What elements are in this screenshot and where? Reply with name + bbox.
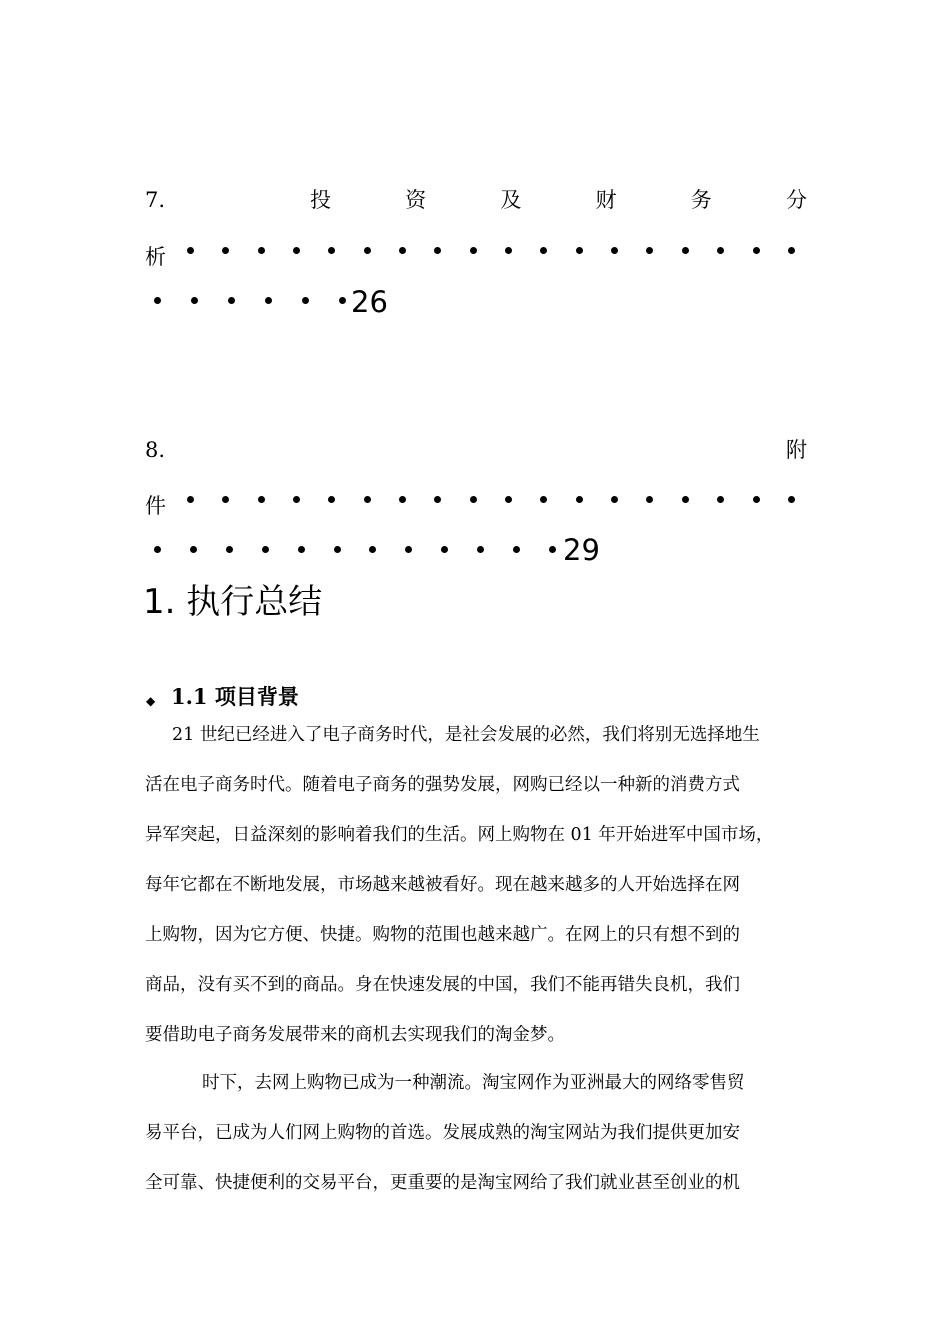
leader-dot	[339, 297, 346, 304]
toc-leader-dots	[187, 240, 795, 260]
section-bullet	[146, 690, 155, 709]
leader-dot	[788, 247, 795, 254]
leader-dot	[611, 496, 618, 503]
leader-dot	[262, 546, 269, 553]
leader-dot	[441, 546, 448, 553]
toc-leader-dots	[154, 539, 556, 559]
leader-dot	[190, 546, 197, 553]
leader-dot	[682, 247, 689, 254]
leader-dot	[226, 546, 233, 553]
toc-leader-dots	[187, 489, 795, 509]
leader-dot	[513, 546, 520, 553]
leader-dot	[505, 247, 512, 254]
leader-dot	[753, 247, 760, 254]
section-heading: 1.1 项目背景	[171, 684, 299, 709]
leader-dot	[364, 496, 371, 503]
leader-dot	[399, 247, 406, 254]
toc-entry-number: 7.	[145, 188, 166, 212]
leader-dot	[682, 496, 689, 503]
toc-entry-title-wrap: 件	[145, 494, 166, 518]
leader-dot	[540, 247, 547, 254]
leader-dot	[434, 496, 441, 503]
leader-dot	[258, 496, 265, 503]
toc-leader-dots	[154, 290, 346, 310]
toc-entry-7-title-row	[145, 188, 807, 212]
leader-dot	[334, 546, 341, 553]
toc-entry-number: 8.	[145, 438, 166, 462]
leader-dot	[298, 546, 305, 553]
paragraph-line: 要借助电子商务发展带来的商机去实现我们的淘金梦。	[145, 1025, 565, 1045]
leader-dot	[364, 247, 371, 254]
leader-dot	[611, 247, 618, 254]
paragraph-line: 每年它都在不断地发展，市场越来越被看好。现在越来越多的人开始选择在网	[145, 875, 740, 895]
leader-dot	[302, 297, 309, 304]
leader-dot	[191, 297, 198, 304]
leader-dot	[328, 496, 335, 503]
leader-dot	[187, 496, 194, 503]
leader-dot	[293, 496, 300, 503]
leader-dot	[228, 297, 235, 304]
leader-dot	[265, 297, 272, 304]
paragraph-line: 全可靠、快捷便利的交易平台，更重要的是淘宝网给了我们就业甚至创业的机	[145, 1173, 740, 1193]
paragraph-line: 易平台，已成为人们网上购物的首选。发展成熟的淘宝网站为我们提供更加安	[145, 1123, 740, 1143]
leader-dot	[477, 546, 484, 553]
leader-dot	[293, 247, 300, 254]
paragraph-line: 时下，去网上购物已成为一种潮流。淘宝网作为亚洲最大的网络零售贸	[202, 1073, 745, 1093]
diamond-bullet-icon: ◆	[146, 694, 156, 708]
leader-dot	[434, 247, 441, 254]
leader-dot	[753, 496, 760, 503]
leader-dot	[646, 496, 653, 503]
leader-dot	[788, 496, 795, 503]
paragraph-line: 异军突起，日益深刻的影响着我们的生活。网上购物在 01 年开始进军中国市场，	[145, 825, 774, 845]
leader-dot	[405, 546, 412, 553]
leader-dot	[154, 297, 161, 304]
leader-dot	[549, 546, 556, 553]
toc-entry-title: 附	[786, 438, 807, 462]
leader-dot	[154, 546, 161, 553]
toc-entry-title-wrap: 析	[145, 245, 166, 269]
leader-dot	[399, 496, 406, 503]
toc-entry-title: 投 资 及 财 务 分	[310, 188, 807, 212]
leader-dot	[258, 247, 265, 254]
leader-dot	[576, 247, 583, 254]
toc-entry-8-title-row	[145, 438, 807, 462]
leader-dot	[187, 247, 194, 254]
leader-dot	[540, 496, 547, 503]
paragraph-line: 上购物，因为它方便、快捷。购物的范围也越来越广。在网上的只有想不到的	[145, 925, 740, 945]
leader-dot	[369, 546, 376, 553]
leader-dot	[717, 247, 724, 254]
leader-dot	[470, 247, 477, 254]
leader-dot	[717, 496, 724, 503]
chapter-heading: 1. 执行总结	[143, 582, 323, 622]
leader-dot	[646, 247, 653, 254]
toc-page-number: 26	[351, 285, 388, 319]
toc-page-number: 29	[563, 533, 600, 567]
leader-dot	[576, 496, 583, 503]
paragraph-line: 活在电子商务时代。随着电子商务的强势发展，网购已经以一种新的消费方式	[145, 775, 740, 795]
leader-dot	[222, 496, 229, 503]
leader-dot	[470, 496, 477, 503]
leader-dot	[222, 247, 229, 254]
leader-dot	[328, 247, 335, 254]
paragraph-line: 21 世纪已经进入了电子商务时代，是社会发展的必然，我们将别无选择地生	[172, 725, 760, 745]
paragraph-line: 商品，没有买不到的商品。身在快速发展的中国，我们不能再错失良机，我们	[145, 975, 740, 995]
leader-dot	[505, 496, 512, 503]
